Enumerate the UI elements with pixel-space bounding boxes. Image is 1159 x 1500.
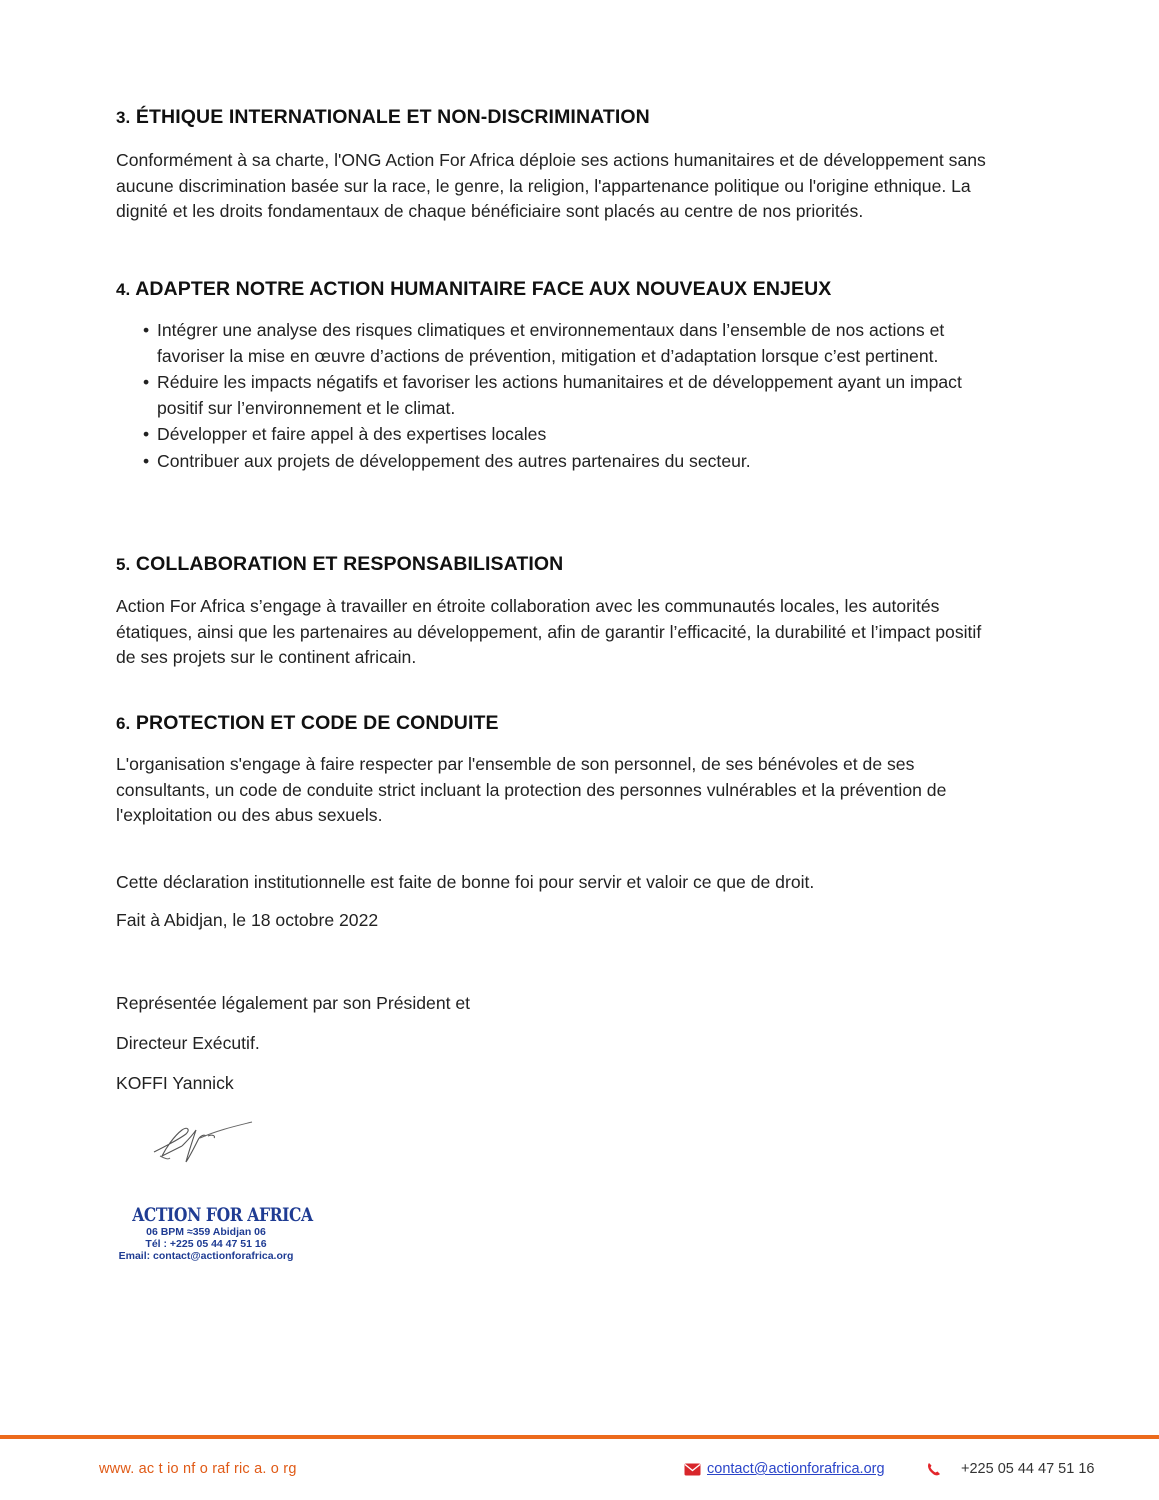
section-4-number: 4. <box>116 280 131 299</box>
footer-divider <box>0 1435 1159 1439</box>
list-item: • Intégrer une analyse des risques climatiques et environnementaux dans l’ensemble de nos actions et favoriser la mise en œuvre d’actions de prévention, mitigation et d’adaptation lorsque c’est pertinent. <box>143 320 945 366</box>
section-6-text: L'organisation s'engage à faire respecter par l'ensemble de son personnel, de ses bénévoles et de ses consultants, un code de conduite strict incluant la protection des personnes vulnérables et la prévention de l'exploitation ou des abus sexuels. <box>116 754 947 825</box>
stamp-address: 06 BPM ≈359 Abidjan 06 <box>146 1226 266 1238</box>
section-5-heading <box>116 553 563 576</box>
list-item: • Réduire les impacts négatifs et favoriser les actions humanitaires et de développement ayant un impact positif sur l’environnement et le climat. <box>143 372 962 418</box>
section-5-number: 5. <box>116 555 131 574</box>
place-date: Fait à Abidjan, le 18 octobre 2022 <box>116 910 379 930</box>
section-5-title: COLLABORATION ET RESPONSABILISATION <box>135 553 564 575</box>
section-3-title: ÉTHIQUE INTERNATIONALE ET NON-DISCRIMINATION <box>135 106 650 128</box>
section-5-text: Action For Africa s’engage à travailler en étroite collaboration avec les communautés locales, les autorités étatiques, ainsi que les partenaires au développement, afin de garantir l’efficacité, la durabilité et l’impact positif de ses projets sur le continent africain. <box>116 596 982 667</box>
stamp-email: Email: contact@actionforafrica.org <box>118 1250 294 1262</box>
list-item: • Contribuer aux projets de développement des autres partenaires du secteur. <box>143 450 751 471</box>
footer-website: www. ac t io nf o raf ric a. o rg <box>99 1461 297 1477</box>
stamp-org-name: ACTION FOR AFRICA <box>132 1204 313 1226</box>
stamp-phone: Tél : +225 05 44 47 51 16 <box>145 1238 267 1250</box>
section-3-number: 3. <box>116 108 131 127</box>
section-4-title: ADAPTER NOTRE ACTION HUMANITAIRE FACE AUX NOUVEAUX ENJEUX <box>135 278 832 300</box>
section-6-number: 6. <box>116 714 131 733</box>
footer-email <box>684 1461 885 1477</box>
mail-icon <box>684 1463 701 1476</box>
section-3-heading <box>116 106 650 129</box>
declaration-text: Cette déclaration institutionnelle est faite de bonne foi pour servir et valoir ce que de droit. <box>116 872 815 892</box>
section-6-title: PROTECTION ET CODE DE CONDUITE <box>135 712 499 734</box>
section-6-heading <box>116 712 499 735</box>
list-item: • Développer et faire appel à des expertises locales <box>143 424 547 444</box>
phone-icon <box>926 1462 941 1477</box>
section-4-bullet-list <box>116 318 996 475</box>
footer-email-link[interactable]: contact@actionforafrica.org <box>707 1461 885 1477</box>
representative-line-2: Directeur Exécutif. <box>116 1033 260 1053</box>
representative-name: KOFFI Yannick <box>116 1073 234 1093</box>
section-3-text: Conformément à sa charte, l'ONG Action For Africa déploie ses actions humanitaires et de développement sans aucune discrimination basée sur la race, le genre, la religion, l'appartenance politique ou l'origine ethnique. La dignité et les droits fondamentaux de chaque bénéficiaire sont placés au centre de nos priorités. <box>116 150 986 221</box>
footer-phone <box>926 1461 1094 1477</box>
representative-line-1: Représentée légalement par son Président et <box>116 993 471 1013</box>
organization-stamp <box>116 1204 313 1262</box>
footer-phone-number: +225 05 44 47 51 16 <box>961 1461 1095 1477</box>
signature-image <box>148 1116 258 1168</box>
section-4-heading <box>116 278 831 301</box>
